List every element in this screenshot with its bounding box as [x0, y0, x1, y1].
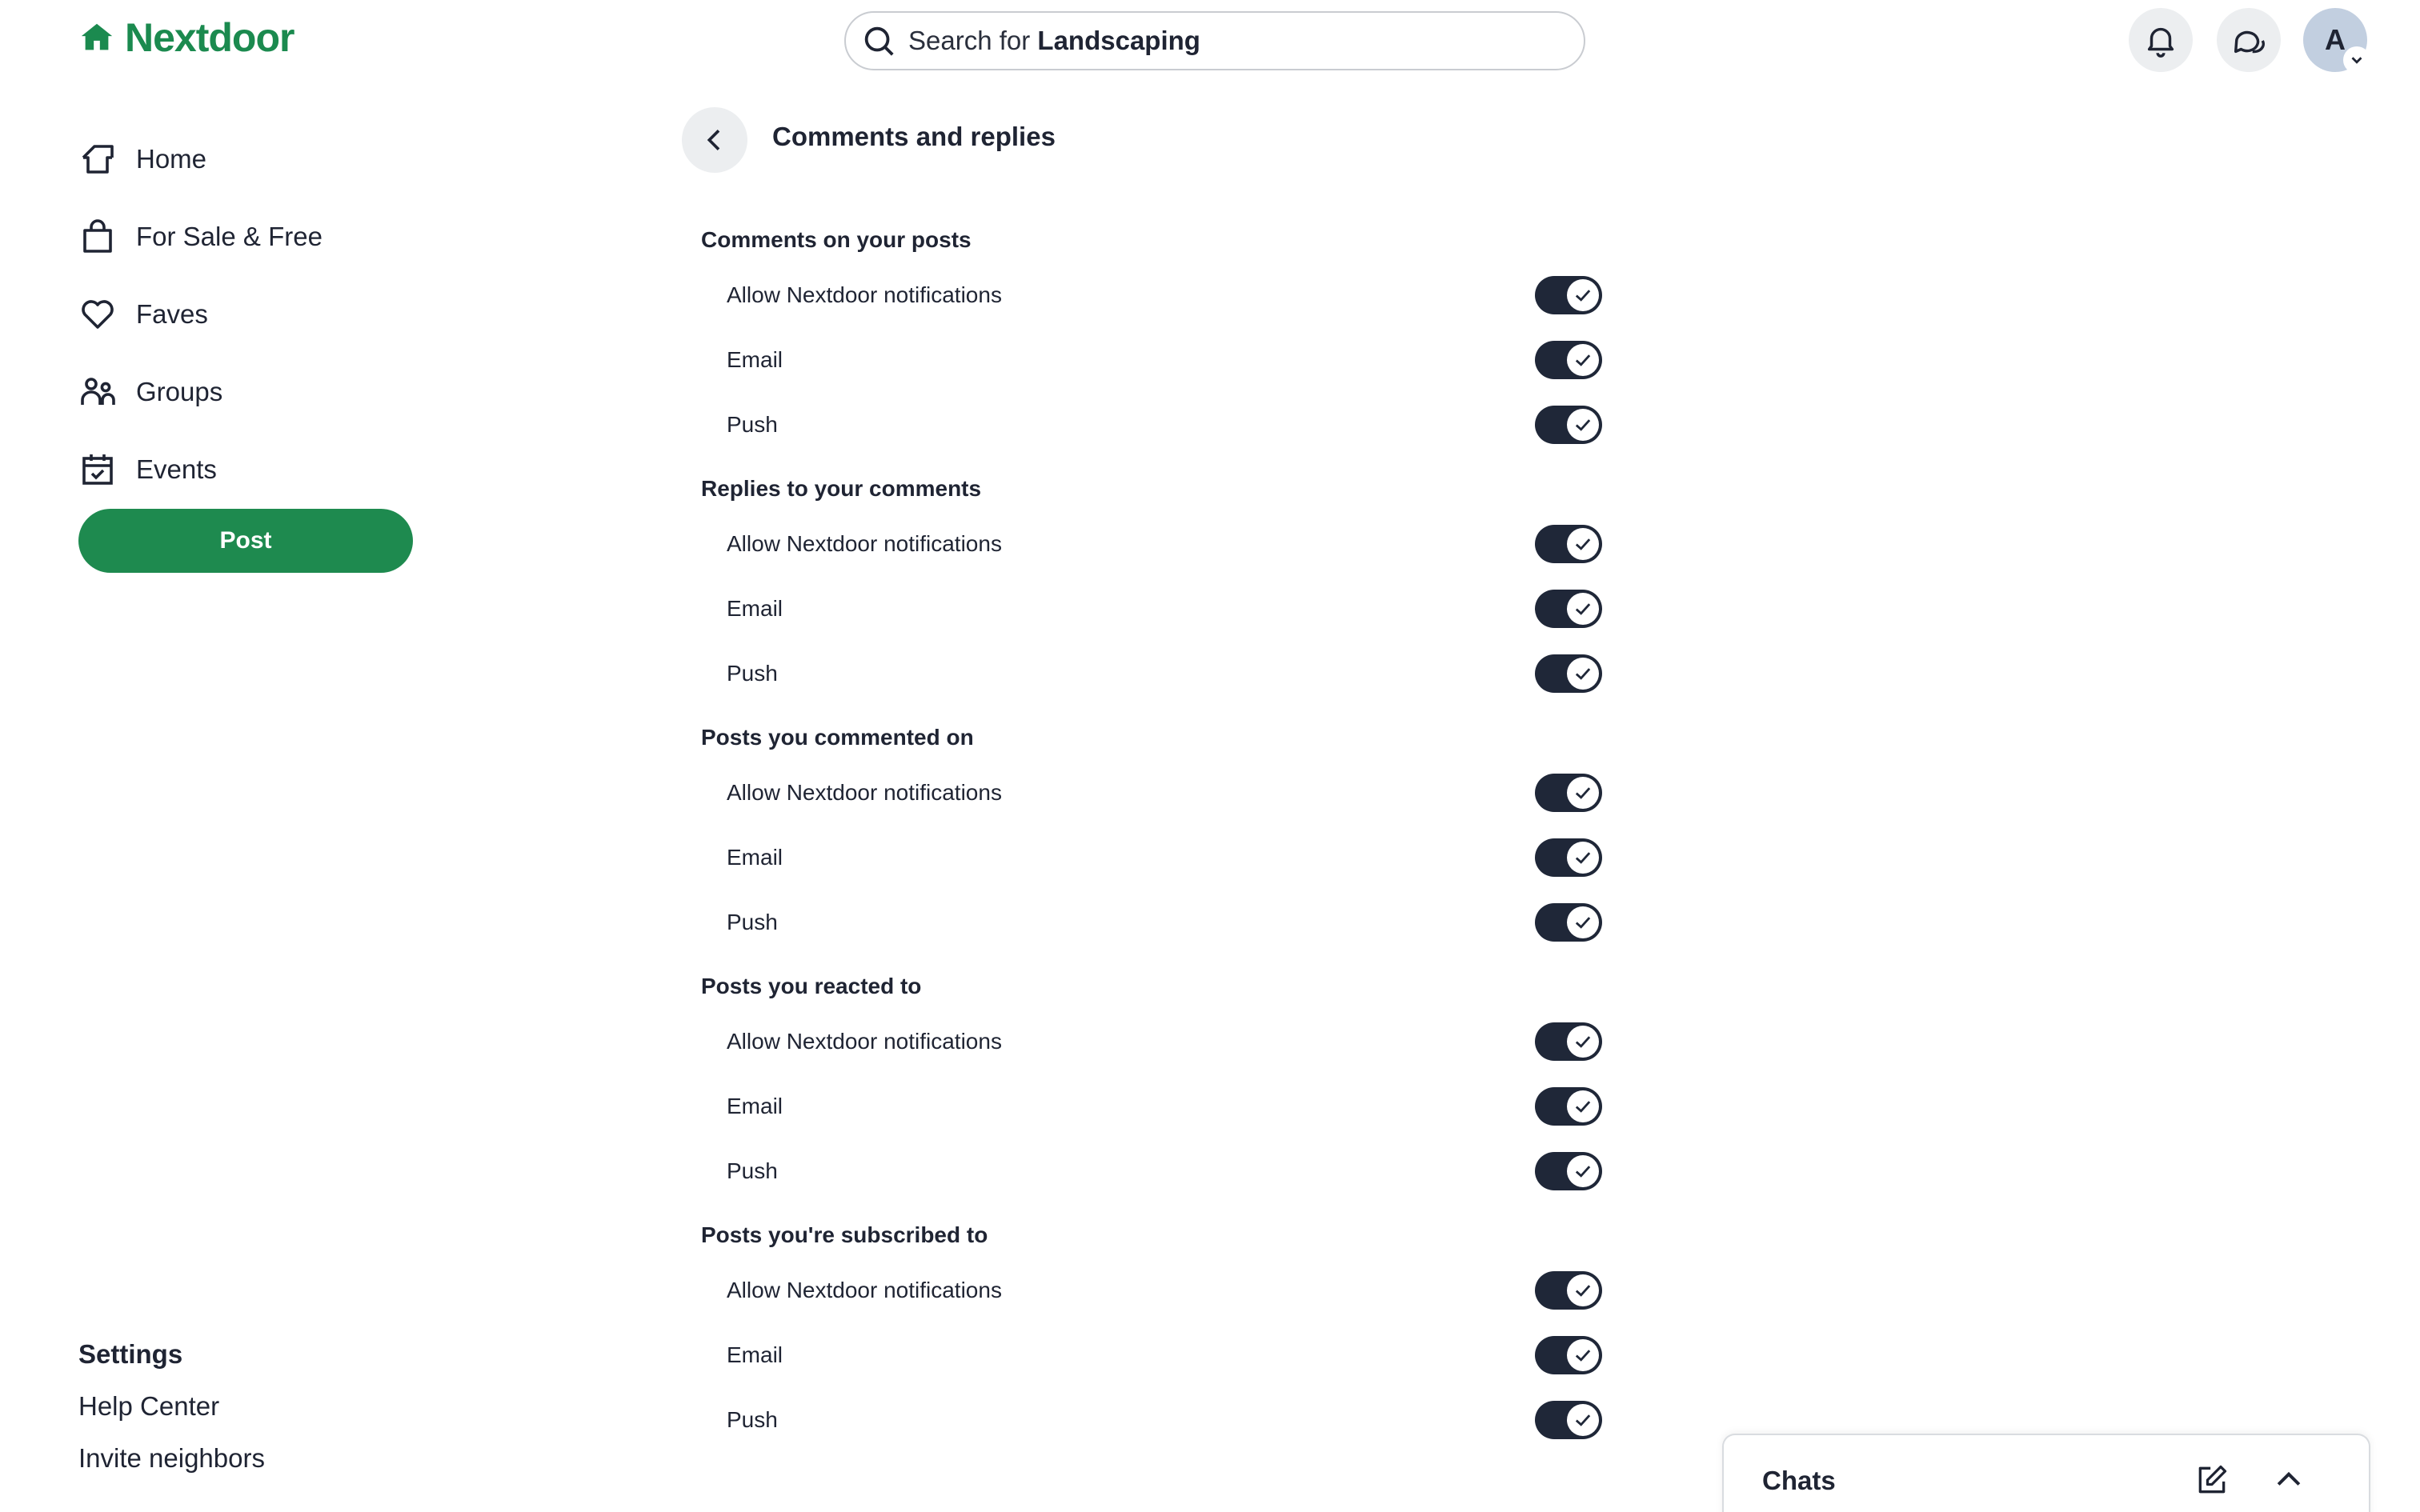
toggle-knob	[1567, 1404, 1599, 1436]
settings-link[interactable]: Settings	[78, 1339, 183, 1369]
toggle-knob	[1567, 1274, 1599, 1306]
setting-row	[701, 1322, 1605, 1387]
avatar[interactable]: A	[2303, 8, 2367, 72]
setting-label: Email	[727, 1342, 783, 1367]
account-menu-caret[interactable]	[2343, 46, 2370, 74]
notification-toggle[interactable]	[1535, 1087, 1602, 1126]
sidebar-item-label: Groups	[136, 376, 223, 406]
setting-row	[701, 760, 1605, 825]
section-title: Replies to your comments	[701, 476, 982, 501]
toggle-knob	[1567, 906, 1599, 938]
setting-label: Allow Nextdoor notifications	[727, 1277, 1002, 1302]
sidebar-item-label: For Sale & Free	[136, 221, 323, 251]
chevron-left-icon	[699, 124, 731, 156]
notification-toggle[interactable]	[1535, 838, 1602, 877]
checkmark-icon	[1572, 782, 1594, 804]
setting-label: Allow Nextdoor notifications	[727, 1028, 1002, 1054]
section-title: Comments on your posts	[701, 227, 972, 252]
toggle-knob	[1567, 1090, 1599, 1122]
compose-icon	[2194, 1462, 2230, 1498]
calendar-icon	[78, 450, 117, 489]
nextdoor-house-icon	[78, 19, 115, 56]
setting-row	[701, 1258, 1605, 1322]
notification-settings-list	[701, 208, 1605, 1452]
setting-row	[701, 262, 1605, 327]
notification-toggle[interactable]	[1535, 406, 1602, 444]
toggle-knob	[1567, 1339, 1599, 1371]
setting-label: Allow Nextdoor notifications	[727, 530, 1002, 556]
setting-row	[701, 1009, 1605, 1074]
toggle-knob	[1567, 409, 1599, 441]
toggle-knob	[1567, 279, 1599, 311]
setting-row	[701, 327, 1605, 392]
chats-panel[interactable]	[1722, 1434, 2370, 1512]
toggle-knob	[1567, 593, 1599, 625]
sidebar-item-label: Home	[136, 143, 207, 174]
nextdoor-logo[interactable]	[78, 14, 294, 61]
setting-row	[701, 641, 1605, 706]
toggle-knob	[1567, 1026, 1599, 1058]
notification-toggle[interactable]	[1535, 1022, 1602, 1061]
checkmark-icon	[1572, 1279, 1594, 1302]
setting-row	[701, 825, 1605, 890]
logo-text: Nextdoor	[125, 15, 294, 60]
notification-toggle[interactable]	[1535, 341, 1602, 379]
checkmark-icon	[1572, 662, 1594, 685]
checkmark-icon	[1572, 846, 1594, 869]
invite-neighbors-link[interactable]: Invite neighbors	[78, 1443, 265, 1473]
toggle-knob	[1567, 777, 1599, 809]
notification-toggle[interactable]	[1535, 774, 1602, 812]
sidebar-nav	[78, 120, 323, 508]
post-button[interactable]: Post	[78, 509, 413, 573]
setting-label: Push	[727, 1406, 778, 1432]
sidebar-footer	[78, 1328, 265, 1484]
search-icon	[860, 22, 897, 59]
setting-row	[701, 392, 1605, 457]
home-icon	[78, 140, 117, 178]
setting-row	[701, 890, 1605, 954]
checkmark-icon	[1572, 1030, 1594, 1053]
sidebar-item-events[interactable]	[78, 430, 323, 508]
notification-toggle[interactable]	[1535, 1401, 1602, 1439]
sidebar-item-faves[interactable]	[78, 275, 323, 353]
notifications-button[interactable]	[2129, 8, 2193, 72]
checkmark-icon	[1572, 1160, 1594, 1182]
checkmark-icon	[1572, 533, 1594, 555]
chat-bubbles-icon	[2230, 22, 2267, 58]
toggle-knob	[1567, 1155, 1599, 1187]
notification-toggle[interactable]	[1535, 590, 1602, 628]
heart-icon	[78, 295, 117, 334]
section-title: Posts you reacted to	[701, 974, 922, 998]
setting-row	[701, 511, 1605, 576]
checkmark-icon	[1572, 598, 1594, 620]
setting-label: Email	[727, 844, 783, 870]
section-title: Posts you commented on	[701, 725, 974, 750]
setting-label: Allow Nextdoor notifications	[727, 779, 1002, 805]
notification-toggle[interactable]	[1535, 654, 1602, 693]
notification-toggle[interactable]	[1535, 903, 1602, 942]
notification-toggle[interactable]	[1535, 1271, 1602, 1310]
setting-row	[701, 1074, 1605, 1138]
sidebar-item-label: Events	[136, 454, 217, 484]
sidebar-item-label: Faves	[136, 298, 208, 329]
notification-toggle[interactable]	[1535, 525, 1602, 563]
toggle-knob	[1567, 528, 1599, 560]
back-button[interactable]	[682, 107, 747, 173]
setting-label: Push	[727, 909, 778, 934]
notification-toggle[interactable]	[1535, 276, 1602, 314]
checkmark-icon	[1572, 1344, 1594, 1366]
messages-button[interactable]	[2217, 8, 2281, 72]
setting-row	[701, 1387, 1605, 1452]
checkmark-icon	[1572, 414, 1594, 436]
chevron-up-icon	[2271, 1462, 2306, 1498]
checkmark-icon	[1572, 349, 1594, 371]
chats-title: Chats	[1762, 1466, 1836, 1495]
collapse-chats-button[interactable]	[2270, 1461, 2308, 1499]
checkmark-icon	[1572, 911, 1594, 934]
help-center-link[interactable]: Help Center	[78, 1391, 220, 1421]
bell-icon	[2142, 22, 2179, 58]
setting-label: Allow Nextdoor notifications	[727, 282, 1002, 307]
toggle-knob	[1567, 344, 1599, 376]
setting-label: Push	[727, 411, 778, 437]
sidebar-item-home[interactable]	[78, 120, 323, 198]
setting-row	[701, 576, 1605, 641]
chevron-down-icon	[2348, 51, 2366, 69]
toggle-knob	[1567, 842, 1599, 874]
search-input[interactable]	[844, 11, 1585, 70]
shopping-bag-icon	[78, 218, 117, 256]
search-placeholder: Search for Landscaping	[908, 26, 1200, 55]
setting-label: Email	[727, 346, 783, 372]
sidebar-item-for-sale[interactable]	[78, 198, 323, 275]
page-title: Comments and replies	[772, 122, 1056, 151]
section-title: Posts you're subscribed to	[701, 1222, 988, 1247]
setting-row	[701, 1138, 1605, 1203]
notification-toggle[interactable]	[1535, 1152, 1602, 1190]
checkmark-icon	[1572, 284, 1594, 306]
sidebar-item-groups[interactable]	[78, 353, 323, 430]
toggle-knob	[1567, 658, 1599, 690]
checkmark-icon	[1572, 1095, 1594, 1118]
notification-toggle[interactable]	[1535, 1336, 1602, 1374]
groups-icon	[78, 373, 117, 411]
setting-label: Push	[727, 660, 778, 686]
checkmark-icon	[1572, 1409, 1594, 1431]
setting-label: Email	[727, 595, 783, 621]
compose-chat-button[interactable]	[2193, 1461, 2231, 1499]
setting-label: Push	[727, 1158, 778, 1183]
setting-label: Email	[727, 1093, 783, 1118]
